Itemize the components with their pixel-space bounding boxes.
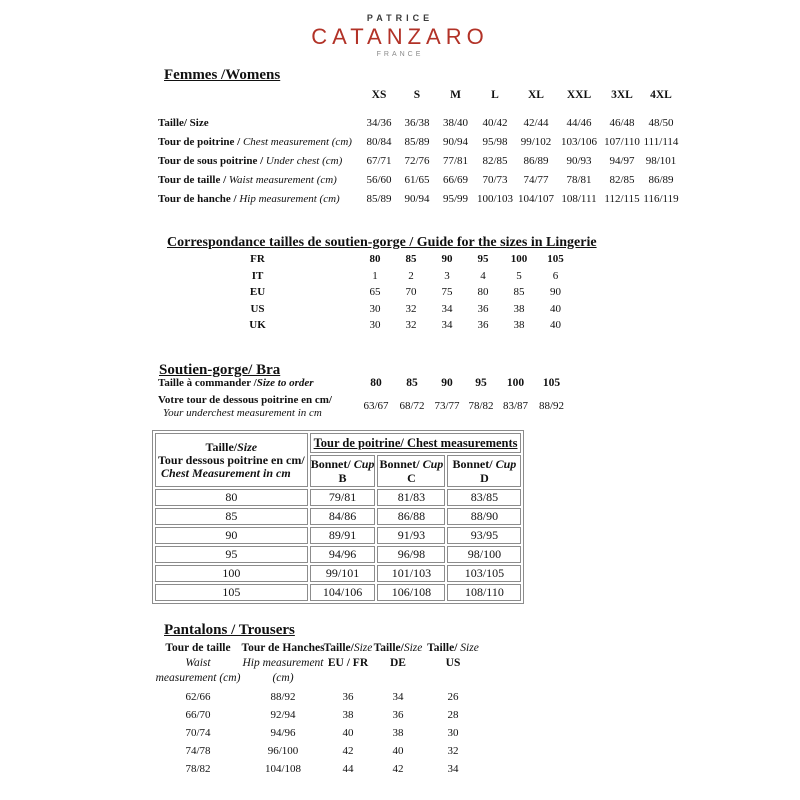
logo-catanzaro-text: CATANZARO <box>311 24 489 49</box>
cell: 40 <box>342 727 354 739</box>
row-label-en: Chest measurement (cm) <box>242 135 352 148</box>
cell: 88/90 <box>447 508 521 525</box>
row-label: FR <box>250 253 265 266</box>
cup-label-fr: Bonnet/ <box>379 457 420 471</box>
cell: 85 <box>405 253 417 266</box>
size-col-header: XL <box>528 89 544 101</box>
cell: 62/66 <box>185 691 211 703</box>
table-row <box>158 151 679 170</box>
table-row <box>155 584 521 601</box>
cell: 34/36 <box>366 116 392 129</box>
row-label-en: Under chest (cm) <box>265 154 343 167</box>
cell: 94/96 <box>310 546 376 563</box>
cell: 32 <box>405 302 417 315</box>
cell: 86/89 <box>523 154 549 167</box>
cell: 79/81 <box>310 489 376 506</box>
cell: 105 <box>155 584 308 601</box>
cell: 67/71 <box>366 154 392 167</box>
column-region: US <box>445 657 461 669</box>
cell: 91/93 <box>377 527 445 544</box>
size-col-header: XXL <box>566 89 592 101</box>
cell: 42 <box>342 745 354 757</box>
cup-label-en: Cup <box>492 457 517 471</box>
womens-size-header-row <box>158 88 679 113</box>
cell: 38 <box>513 319 525 332</box>
cell: 26 <box>447 691 459 703</box>
lingerie-heading: Correspondance tailles de soutien-gorge / Guide for the sizes in Lingerie <box>167 234 597 250</box>
logo-france-text: FRANCE <box>376 51 424 58</box>
cell: 93/95 <box>447 527 521 544</box>
row-label <box>158 113 360 132</box>
cell: 100 <box>506 377 525 389</box>
cell: 30 <box>447 727 459 739</box>
row-label-fr: Taille à commander / <box>158 377 257 389</box>
cell: 100/103 <box>476 192 514 205</box>
table-row <box>158 392 570 420</box>
cup-col-header-d <box>447 455 521 487</box>
row-label-en: Size to order <box>256 377 314 389</box>
column-region: DE <box>390 657 406 669</box>
cell: 32 <box>405 319 417 332</box>
cell: 44/46 <box>566 116 592 129</box>
cell: 80 <box>477 286 489 299</box>
cell: 36 <box>392 709 404 721</box>
cell: 116/119 <box>643 192 679 205</box>
column-header <box>427 641 479 688</box>
cell: 94/96 <box>270 727 296 739</box>
cell: 83/85 <box>447 489 521 506</box>
cell: 30 <box>369 319 381 332</box>
cell: 95/98 <box>482 135 508 148</box>
table-row <box>155 489 521 506</box>
cell: 74/78 <box>185 745 211 757</box>
cell: 96/100 <box>267 745 299 757</box>
cup-letter: C <box>407 471 416 485</box>
cell: 32 <box>447 745 459 757</box>
table-row <box>158 284 574 301</box>
cell: 75 <box>441 286 453 299</box>
cell: 90 <box>155 527 308 544</box>
cell: 38 <box>513 302 525 315</box>
cell: 1 <box>372 269 378 282</box>
cup-letter: D <box>480 471 489 485</box>
cell: 81/83 <box>377 489 445 506</box>
cell: 111/114 <box>643 135 679 148</box>
row-label-fr: Tour de sous poitrine / <box>158 154 266 167</box>
cell: 46/48 <box>609 116 635 129</box>
cell: 85/89 <box>404 135 430 148</box>
row-label-en: Hip measurement (cm) <box>239 192 340 205</box>
cell: 34 <box>441 302 453 315</box>
cell: 77/81 <box>442 154 469 167</box>
cell: 61/65 <box>404 173 430 186</box>
cell: 98/100 <box>447 546 521 563</box>
corner-taille: Taille/ <box>205 439 238 454</box>
cell: 108/110 <box>447 584 521 601</box>
cell: 90 <box>441 377 453 389</box>
cell: 3 <box>444 269 450 282</box>
brand-logo <box>0 13 800 58</box>
cell: 66/70 <box>185 709 211 721</box>
cell: 85 <box>406 377 418 389</box>
column-title-fr: Taille/ <box>323 642 354 654</box>
cup-corner-header <box>155 433 308 487</box>
cell: 112/115 <box>604 192 640 205</box>
cell: 95/99 <box>442 192 469 205</box>
cell: 38/40 <box>442 116 469 129</box>
cell: 42 <box>392 763 404 775</box>
trousers-size-table <box>145 641 545 781</box>
row-label-fr: Tour de poitrine / <box>158 135 243 148</box>
empty-corner <box>158 88 360 113</box>
row-label-en: Your underchest measurement in cm <box>163 407 322 419</box>
column-title-fr: Taille/ <box>373 642 404 654</box>
size-col-header: 4XL <box>650 89 672 101</box>
cell: 48/50 <box>648 116 674 129</box>
cell: 85 <box>513 286 525 299</box>
cell: 90/94 <box>404 192 430 205</box>
chest-measurements-group-header: Tour de poitrine/ Chest measurements <box>310 433 522 453</box>
table-row <box>158 268 574 285</box>
cell: 94/97 <box>609 154 635 167</box>
cell: 66/69 <box>442 173 469 186</box>
trousers-col-hips <box>241 641 324 778</box>
lingerie-size-table <box>158 251 574 334</box>
row-label <box>158 151 360 170</box>
table-row <box>158 374 570 392</box>
cell: 99/102 <box>520 135 552 148</box>
cell: 68/72 <box>399 400 425 412</box>
cell: 82/85 <box>482 154 508 167</box>
column-region: EU / FR <box>327 657 369 669</box>
cell: 108/111 <box>561 192 597 205</box>
cell: 34 <box>447 763 459 775</box>
cell: 95 <box>475 377 487 389</box>
table-row <box>158 251 574 268</box>
cell: 106/108 <box>377 584 445 601</box>
row-label <box>158 132 360 151</box>
cup-label-fr: Bonnet/ <box>310 457 351 471</box>
column-header <box>324 641 373 688</box>
cell: 105 <box>542 377 561 389</box>
cell: 36 <box>477 319 489 332</box>
cell: 2 <box>408 269 414 282</box>
womens-heading: Femmes /Womens <box>164 67 281 84</box>
cell: 84/86 <box>310 508 376 525</box>
row-label-en: Waist measurement (cm) <box>228 173 337 186</box>
column-title <box>427 641 479 656</box>
column-title-en: Size <box>460 642 479 654</box>
size-col-header: L <box>491 89 499 101</box>
row-label <box>158 170 360 189</box>
row-label <box>158 392 358 420</box>
cell: 80 <box>370 377 382 389</box>
cell: 86/89 <box>648 173 674 186</box>
cell: 72/76 <box>404 154 430 167</box>
cell: 86/88 <box>377 508 445 525</box>
corner-size: Size <box>237 439 258 454</box>
cell: 80/84 <box>366 135 392 148</box>
column-subtitle: (cm) <box>272 672 294 684</box>
corner-line1 <box>158 441 305 454</box>
cell: 82/85 <box>609 173 635 186</box>
cell: 34 <box>392 691 404 703</box>
cell: 36 <box>342 691 354 703</box>
trousers-col-de <box>374 641 423 778</box>
cup-letter: B <box>338 471 347 485</box>
column-title: Tour de Hanches <box>241 642 325 654</box>
cell: 103/105 <box>447 565 521 582</box>
cell: 6 <box>552 269 559 282</box>
cell: 4 <box>480 269 486 282</box>
cell: 36/38 <box>404 116 430 129</box>
cup-label-fr: Bonnet/ <box>452 457 493 471</box>
cell: 36 <box>477 302 489 315</box>
cell: 98/101 <box>645 154 677 167</box>
column-title <box>374 641 423 656</box>
table-row <box>158 170 679 189</box>
table-row <box>155 565 521 582</box>
row-label: EU <box>249 286 266 299</box>
cell: 95 <box>477 253 489 266</box>
size-col-header: M <box>450 89 461 101</box>
cell: 63/67 <box>363 400 389 412</box>
bra-heading: Soutien-gorge/ Bra <box>159 362 281 379</box>
cell: 44 <box>342 763 354 775</box>
cell: 88/92 <box>270 691 296 703</box>
table-row <box>158 301 574 318</box>
trousers-col-us <box>427 641 479 778</box>
column-subtitle: measurement (cm) <box>155 672 241 684</box>
row-label-fr: Taille/ Size <box>158 116 209 129</box>
cup-label-en: Cup <box>419 457 444 471</box>
cell: 70 <box>405 286 417 299</box>
cell: 105 <box>547 253 564 266</box>
cell: 104/108 <box>264 763 302 775</box>
cup-col-header-c <box>377 455 445 487</box>
cup-header-row-1 <box>155 433 521 453</box>
cell: 88/92 <box>538 400 565 412</box>
cell: 100 <box>155 565 308 582</box>
column-title-en: Size <box>403 642 423 654</box>
cell: 83/87 <box>502 400 529 412</box>
table-row <box>155 527 521 544</box>
cup-label-en: Cup <box>350 457 375 471</box>
cell: 99/101 <box>310 565 376 582</box>
row-label <box>158 374 358 392</box>
cell: 38 <box>342 709 354 721</box>
cell: 38 <box>392 727 404 739</box>
cell: 28 <box>447 709 459 721</box>
cell: 80 <box>369 253 381 266</box>
column-subtitle: Waist <box>185 657 211 669</box>
cell: 90/93 <box>566 154 592 167</box>
cell: 90 <box>441 253 453 266</box>
cell: 89/91 <box>310 527 376 544</box>
column-title-en: Size <box>353 642 373 654</box>
bra-size-table <box>158 374 570 420</box>
cell: 70/73 <box>482 173 508 186</box>
row-label: UK <box>249 319 266 332</box>
cell: 40 <box>550 319 561 332</box>
corner-line2: Tour dessous poitrine en cm/ <box>158 452 305 467</box>
column-header <box>156 641 241 688</box>
column-subtitle: Hip measurement <box>242 657 324 669</box>
cell: 101/103 <box>377 565 445 582</box>
cell: 103/106 <box>560 135 598 148</box>
cell: 85 <box>155 508 308 525</box>
cell: 40 <box>392 745 404 757</box>
row-label-fr: Votre tour de dessous poitrine en cm/ <box>158 394 332 406</box>
cell: 65 <box>369 286 381 299</box>
table-row <box>158 189 679 208</box>
cell: 107/110 <box>604 135 640 148</box>
table-row <box>155 546 521 563</box>
cell: 96/98 <box>377 546 445 563</box>
row-label-fr: Tour de taille / <box>158 173 229 186</box>
cell: 73/77 <box>434 400 460 412</box>
trousers-heading: Pantalons / Trousers <box>164 622 295 639</box>
size-col-header: XS <box>371 89 387 101</box>
size-col-header: 3XL <box>611 89 633 101</box>
table-row <box>158 113 679 132</box>
cell: 40 <box>550 302 561 315</box>
cell: 92/94 <box>270 709 296 721</box>
cell: 85/89 <box>366 192 392 205</box>
cell: 56/60 <box>366 173 392 186</box>
column-header <box>241 641 324 688</box>
cell: 90 <box>550 286 561 299</box>
cell: 42/44 <box>523 116 549 129</box>
cup-size-table <box>152 430 524 604</box>
cell: 104/106 <box>310 584 376 601</box>
column-header <box>374 641 423 688</box>
cell: 70/74 <box>185 727 211 739</box>
column-title <box>324 641 373 656</box>
cell: 104/107 <box>517 192 555 205</box>
cell: 34 <box>441 319 453 332</box>
table-row <box>158 132 679 151</box>
cell: 40/42 <box>482 116 508 129</box>
cell: 90/94 <box>442 135 469 148</box>
column-title: Tour de taille <box>165 642 231 654</box>
cell: 74/77 <box>523 173 549 186</box>
cell: 80 <box>155 489 308 506</box>
row-label: IT <box>251 269 264 282</box>
cell: 30 <box>369 302 381 315</box>
cell: 95 <box>155 546 308 563</box>
cell: 78/82 <box>185 763 211 775</box>
cup-col-header-b <box>310 455 376 487</box>
table-row <box>158 317 574 334</box>
logo-patrice-text: PATRICE <box>366 13 434 23</box>
row-label <box>158 189 360 208</box>
cell: 100 <box>510 253 528 266</box>
table-row <box>155 508 521 525</box>
row-label: US <box>250 302 265 315</box>
cell: 78/81 <box>566 173 592 186</box>
column-title-fr: Taille/ <box>427 642 461 654</box>
corner-line3: Chest Measurement in cm <box>161 465 291 480</box>
cell: 78/82 <box>468 400 494 412</box>
womens-size-table <box>158 88 679 208</box>
trousers-col-eu-fr <box>324 641 373 778</box>
size-col-header: S <box>413 89 421 101</box>
trousers-col-waist <box>156 641 241 778</box>
row-label-fr: Tour de hanche / <box>158 192 240 205</box>
cell: 5 <box>516 269 522 282</box>
